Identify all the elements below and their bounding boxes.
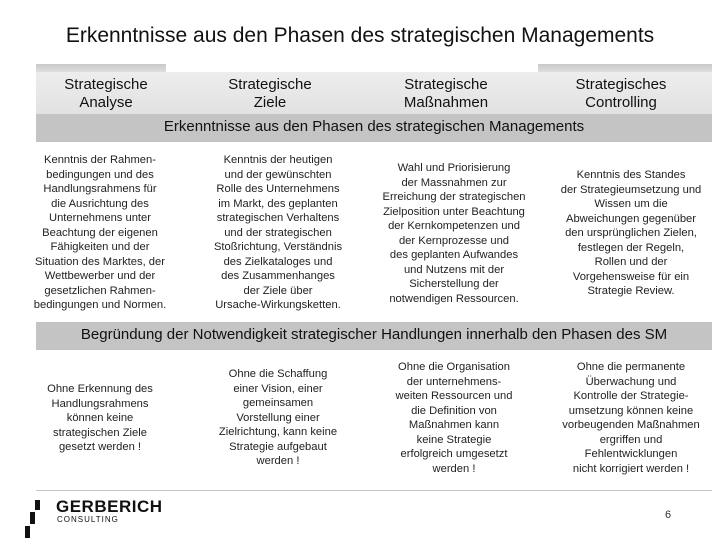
phase-analyse: [36, 76, 176, 112]
phase-label-line1: Strategisches: [575, 76, 667, 93]
knowledge-analyse: Kenntnis der Rahmen- bedingungen und des Handlungsrahmens für die Ausrichtung des Unternehmens unter Beachtung der eigenen Fähigkeiten und der Situation des Marktes, der Wettbewerber und der gesetzlichen Rahmen- bedingungen und Normen.: [33, 154, 167, 311]
slide-title: Erkenntnisse aus den Phasen des strategischen Managements: [65, 24, 655, 47]
phase-label-line1: Strategische: [404, 76, 488, 93]
knowledge-controlling: Kenntnis des Standes der Strategieumsetzung und Wissen um die Abweichungen gegenüber den ursprünglichen Zielen, festlegen der Regeln, Rollen und der Vorgehensweise für ein Strategie Review.: [560, 169, 702, 297]
phase-label-line2: Controlling: [585, 94, 657, 111]
phase-label-line2: Analyse: [79, 94, 133, 111]
phase-label-line2: Ziele: [253, 94, 287, 111]
phase-label-line2: Maßnahmen: [403, 94, 489, 111]
justification-analyse: Ohne Erkennung des Handlungsrahmens können keine strategischen Ziele gesetzt werden !: [47, 383, 153, 453]
knowledge-ziele: Kenntnis der heutigen und der gewünschten Rolle des Unternehmens im Markt, des geplanten strategischen Verhaltens und der strategischen Stoßrichtung, Verständnis des Zielkataloges und des Zusammenhanges der Ziele über Ursache-Wirkungsketten.: [213, 154, 343, 311]
justification-ziele: Ohne die Schaffung einer Vision, einer gemeinsamen Vorstellung einer Zielrichtung, kann keine Strategie aufgebaut werden !: [218, 368, 338, 467]
phase-label-line1: Strategische: [64, 76, 148, 93]
page-number: 6: [665, 509, 672, 521]
section-subtitle: Erkenntnisse aus den Phasen des strategischen Managements: [163, 118, 585, 135]
logo-subtitle: CONSULTING: [57, 515, 119, 524]
phase-controlling: [551, 76, 691, 112]
phase-label-line1: Strategische: [228, 76, 312, 93]
phase-ziele: [200, 76, 340, 112]
justification-massnahmen: Ohne die Organisation der unternehmens- weiten Ressourcen und die Definition von Maßnahmen kann keine Strategie erfolgreich umgesetzt werden !: [395, 361, 513, 475]
logo-name: GERBERICH: [56, 497, 163, 516]
footer-divider: [36, 490, 712, 491]
justification-header: Begründung der Notwendigkeit strategischer Handlungen innerhalb den Phasen des SM: [80, 326, 668, 343]
knowledge-massnahmen: Wahl und Priorisierung der Massnahmen zur Erreichung der strategischen Zielposition unter Beachtung der Kernkompetenzen und der Kernprozesse und des geplanten Aufwandes und Nutzens mit der Sicherstellung der notwendigen Ressourcen.: [382, 162, 526, 305]
phase-massnahmen: [376, 76, 516, 112]
justification-controlling: Ohne die permanente Überwachung und Kontrolle der Strategie- umsetzung können keine vorbeugenden Maßnahmen ergriffen und Fehlentwicklungen nicht korrigiert werden !: [562, 361, 700, 475]
